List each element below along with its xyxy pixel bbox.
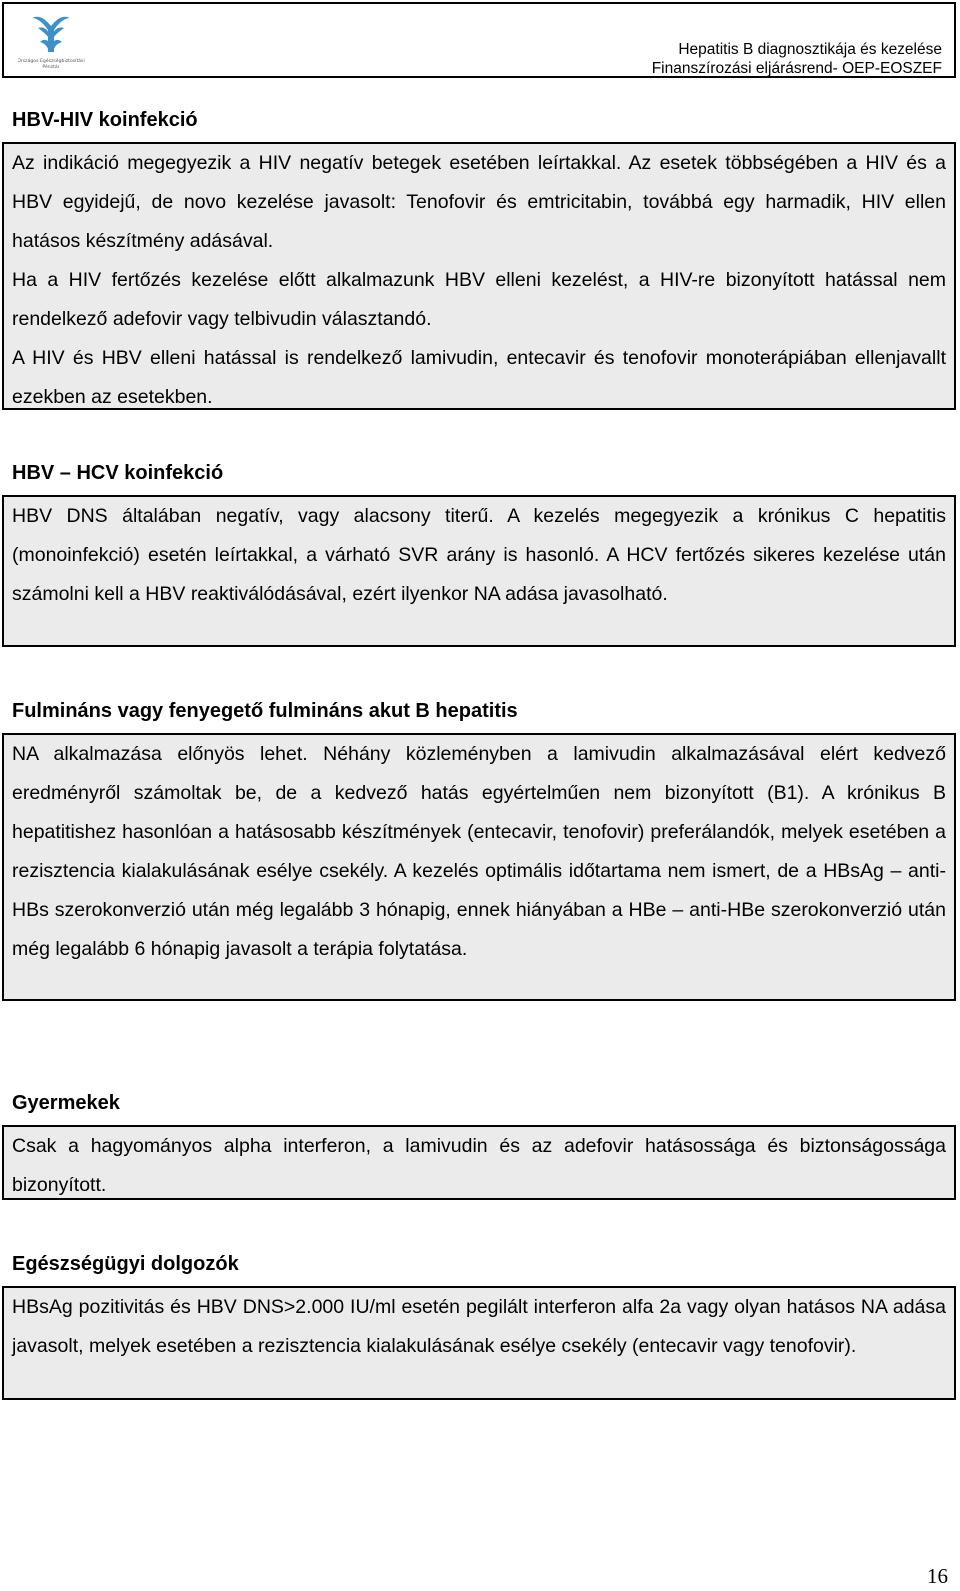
paragraph: HBsAg pozitivitás és HBV DNS>2.000 IU/ml esetén pegilált interferon alfa 2a vagy olyan hatásos NA adása javasolt, melyek esetében a rezisztencia kialakulásának esélye csekély (entecavir vagy tenofovir). <box>12 1296 946 1357</box>
paragraph: NA alkalmazása előnyös lehet. Néhány közleményben a lamivudin alkalmazásával elért kedvező eredményről számoltak be, de a kedvező hatás egyértelműen nem bizonyított (B1). A krónikus B hepatitishez hasonlóan a hatásosabb készítmények (entecavir, tenofovir) preferálandók, melyek esetében a rezisztencia kialakulásának esélye csekély. A kezelés optimális időtartama nem ismert, de a HBsAg – anti-HBs szerokonverzió után még legalább 3 hónapig, ennek hiányában a HBe – anti-HBe szerokonverzió után még legalább 6 hónapig javasolt a terápia folytatása. <box>12 743 946 960</box>
page-header <box>2 2 956 78</box>
section-box-gyermekek <box>2 1125 956 1200</box>
logo-text-line1: Országos Egészségbiztosítási <box>18 59 85 64</box>
section-title-hbv-hiv: HBV-HIV koinfekció <box>12 109 198 131</box>
paragraph: Ha a HIV fertőzés kezelése előtt alkalmazunk HBV elleni kezelést, a HIV-re bizonyított hatással nem rendelkező adefovir vagy telbivudin választandó. <box>12 269 946 330</box>
section-title-hbv-hcv: HBV – HCV koinfekció <box>12 462 224 484</box>
section-box-fulminans <box>2 733 956 1001</box>
section-title-egeszsegugyi-dolgozok: Egészségügyi dolgozók <box>12 1253 239 1275</box>
header-title <box>652 40 942 78</box>
section-title-gyermekek: Gyermekek <box>12 1092 120 1114</box>
oep-logo <box>18 12 88 72</box>
section-box-egeszsegugyi-dolgozok <box>2 1286 956 1400</box>
paragraph: Csak a hagyományos alpha interferon, a lamivudin és az adefovir hatásossága és biztonságossága bizonyított. <box>12 1135 946 1196</box>
paragraph: HBV DNS általában negatív, vagy alacsony titerű. A kezelés megegyezik a krónikus C hepatitis (monoinfekció) esetén leírtakkal, a várható SVR arány is hasonló. A HCV fertőzés sikeres kezelése után számolni kell a HBV reaktiválódásával, ezért ilyenkor NA adása javasolható. <box>12 505 946 605</box>
logo-text-line2: Pénztár <box>42 65 60 70</box>
page-number: 16 <box>927 1564 948 1588</box>
header-title-line1: Hepatitis B diagnosztikája és kezelése <box>678 41 942 58</box>
section-title-fulminans: Fulmináns vagy fenyegető fulmináns akut B hepatitis <box>12 700 518 722</box>
paragraph: Az indikáció megegyezik a HIV negatív betegek esetében leírtakkal. Az esetek többségében a HIV és a HBV egyidejű, de novo kezelése javasolt: Tenofovir és emtricitabin, továbbá egy harmadik, HIV ellen hatásos készítmény adásával. <box>12 152 946 252</box>
header-title-line2: Finanszírozási eljárásrend- OEP-EOSZEF <box>651 60 942 77</box>
section-box-hbv-hcv <box>2 495 956 647</box>
section-box-hbv-hiv <box>2 142 956 410</box>
oep-logo-icon <box>18 12 88 72</box>
paragraph: A HIV és HBV elleni hatással is rendelkező lamivudin, entecavir és tenofovir monoterápiában ellenjavallt ezekben az esetekben. <box>12 347 946 408</box>
